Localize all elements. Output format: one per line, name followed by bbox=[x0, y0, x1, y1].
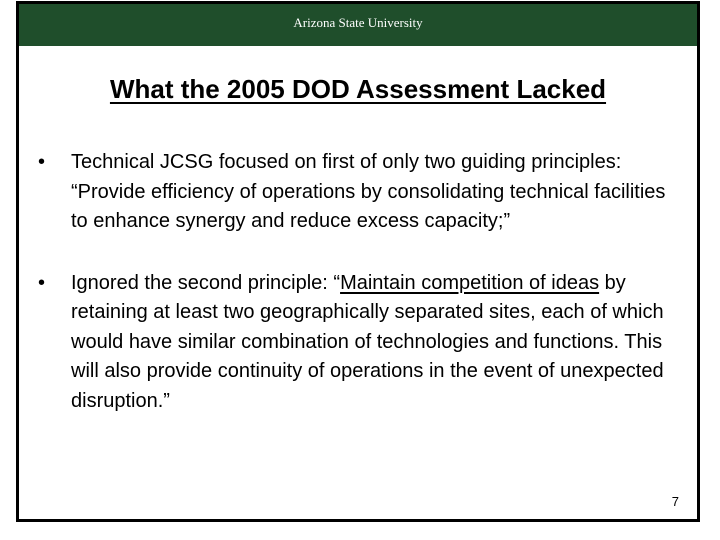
page-number: 7 bbox=[671, 494, 679, 509]
bullet-text-2-prefix: Ignored the second principle: “ bbox=[71, 271, 341, 294]
bullet-item-2 bbox=[19, 269, 697, 417]
slide-title bbox=[19, 72, 697, 106]
slide-title-text: What the 2005 DOD Assessment Lacked bbox=[109, 74, 607, 104]
bullet-list bbox=[19, 148, 697, 416]
bullet-text-2-underlined: Maintain competition of ideas bbox=[340, 271, 600, 294]
banner-text: Arizona State University bbox=[293, 15, 423, 30]
bullet-dot-icon: • bbox=[38, 271, 46, 294]
bullet-text-2-suffix: by retaining at least two geographically separated sites, each of which would have similar combination of technologies and functions. This will also provide continuity of operations in the event of unexpected disruption.” bbox=[71, 271, 664, 412]
slide bbox=[16, 1, 700, 522]
bullet-item-1 bbox=[19, 148, 697, 237]
bullet-text-1: Technical JCSG focused on first of only two guiding principles: “Provide efficiency of operations by consolidating technical facilities to enhance synergy and reduce excess capacity;” bbox=[71, 151, 666, 232]
header-banner bbox=[19, 4, 697, 46]
bullet-dot-icon: • bbox=[38, 151, 46, 173]
